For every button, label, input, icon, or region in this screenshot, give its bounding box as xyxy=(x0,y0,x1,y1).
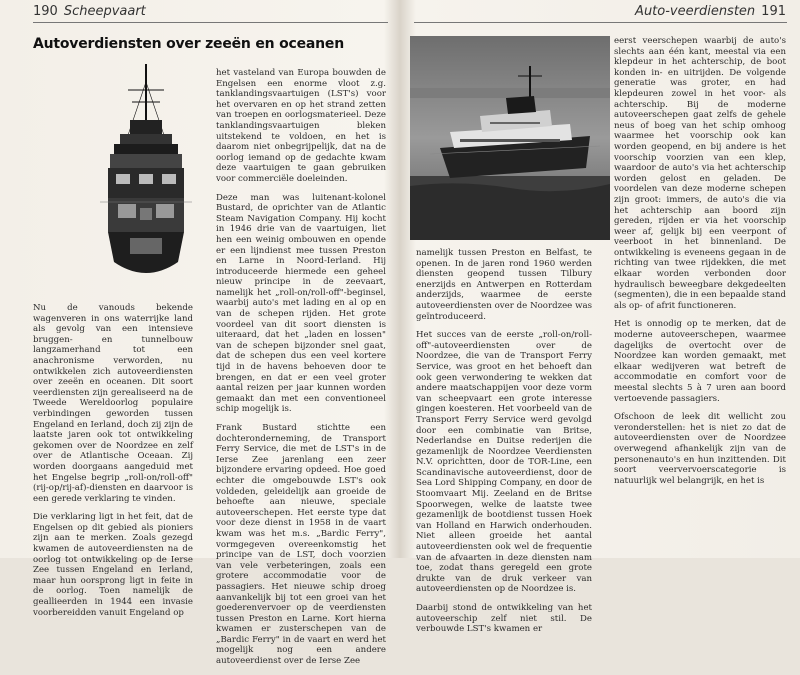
article-title: Autoverdiensten over zeeën en oceanen xyxy=(33,36,344,52)
left-column-1 xyxy=(33,303,193,626)
left-header-rule xyxy=(33,22,388,23)
left-running-head: Scheepvaart xyxy=(63,4,146,19)
paragraph: Frank Bustard stichtte een dochteronderneming, de Transport Ferry Service, die met de LST's in de Ierse Zee jarenlang een zeer bijzondere ervaring opdeed. Hoe goed echter die omgebouwde LST's ook voldeden, geleidelijk aan groeide de behoefte aan nieuwe, speciale autoveerschepen. Het eerste type dat voor deze dienst in 1958 in de vaart kwam was het m.s. „Bardic Ferry", vormgegeven overeenkomstig het principe van de LST, doch voorzien van vele verbeteringen, zoals een grotere accommodatie voor de passagiers. Het nieuwe schip droeg aanvankelijk bij tot een groei van het goederenvervoer op de veerdiensten tussen Preston en Larne. Kort hierna kwamen er zusterschepen van de „Bardic Ferry" in de vaart en werd het mogelijk nog een andere autoveerdienst over de Ierse Zee xyxy=(216,423,386,667)
left-column-2 xyxy=(216,68,386,675)
left-page-number: 190 xyxy=(33,4,58,19)
right-column-2 xyxy=(614,36,786,494)
paragraph: eerst veerschepen waarbij de auto's slechts aan één kant, meestal via een klepdeur in het achterschip, de boot konden in- en uitrijden. De volgende generatie was groter, en had klepdeuren zowel in het voor- als achterschip. Bij de moderne autoveerschepen gaat zelfs de gehele neus of boeg van het schip omhoog waarmee het voorschip ook kan worden geopend, en bij andere is het voorschip voorzien van een klep, waardoor de auto's via het achterschip worden gelost en geladen. De voordelen van deze moderne schepen zijn groot: immers, de auto's die via het achterschip aan boord zijn gereden, rijden er via het voorschip weer af, gelijk bij een veerpont of veerboot in het binnenland. De ontwikkeling is eveneens gegaan in de richting van twee rijdekken, die met elkaar worden verbonden door hydraulisch beweegbare dekgedeelten (segmenten), die in een bepaalde stand als op- of afrit functioneren. xyxy=(614,36,786,311)
right-column-1 xyxy=(416,248,592,643)
right-running-header xyxy=(635,4,786,19)
paragraph: het vasteland van Europa bouwden de Engelsen een enorme vloot z.g. tanklandingsvaartuigen (LST's) voor het overvaren en op het strand zetten van troepen en oorlogsmaterieel. Deze tanklandingsvaartuigen bleken uitstekend te voldoen, en het is daarom niet onbegrijpelijk, dat na de oorlog iemand op de gedachte kwam deze vaartuigen te gaan gebruiken voor commerciële doeleinden. xyxy=(216,68,386,184)
paragraph: Het succes van de eerste „roll-on/roll-off"-autoveerdiensten over de Noordzee, die van de Transport Ferry Service, was groot en het behoeft dan ook geen verwondering te wekken dat andere maatschappijen voor deze vorm van scheepvaart een grote interesse gingen koesteren. Het voorbeeld van de Transport Ferry Service werd gevolgd door een combinatie van Britse, Nederlandse en Duitse rederijen die gezamenlijk de Noordzee Veerdiensten N.V. oprichtten, door de TOR-Line, een Scandinavische autoveerdienst, door de Sea Lord Shipping Company, en door de Stoomvaart Mij. Zeeland en de Britse Spoorwegen, welke de laatste twee gezamenlijk de bootdienst tussen Hoek van Holland en Harwich onderhouden. Niet alleen groeide het aantal autoveerdiensten ook wel de frequentie van de afvaarten in deze diensten nam toe, zodat thans geregeld een grote drukte van de druk verkeer van autoveerdiensten op de Noordzee is. xyxy=(416,330,592,595)
right-header-rule xyxy=(414,22,787,23)
paragraph: Ofschoon de leek dit wellicht zou veronderstellen: het is niet zo dat de autoveerdiensten over de Noordzee overwegend afhankelijk zijn van de personenauto's en hun inzittenden. Dit soort veervervoerscategorie is natuurlijk wel belangrijk, en het is xyxy=(614,412,786,486)
left-running-header xyxy=(33,4,146,19)
paragraph: Daarbij stond de ontwikkeling van het autoveerschip zelf niet stil. De verbouwde LST's kwamen er xyxy=(416,603,592,635)
right-running-head: Auto-veerdiensten xyxy=(635,4,756,19)
left-page xyxy=(0,0,398,667)
paragraph: Die verklaring ligt in het feit, dat de Engelsen op dit gebied als pioniers zijn aan te merken. Zoals gezegd kwamen de autoveerdiensten na de oorlog tot ontwikkeling op de Ierse Zee tussen Engeland en Ierland, maar hun oorsprong ligt in feite in de oorlog. Toen namelijk de geallieerden in 1944 een invasie voorbereidden vanuit Engeland op xyxy=(33,512,193,618)
paragraph: namelijk tussen Preston en Belfast, te openen. In de jaren rond 1960 werden diensten geopend tussen Tilbury enerzijds en Antwerpen en Rotterdam anderzijds, waarmee de eerste autoveerdiensten over de Noordzee was geïntroduceerd. xyxy=(416,248,592,322)
paragraph: Het is onnodig op te merken, dat de moderne autoveerschepen, waarmee dagelijks de overtocht over de Noordzee kan worden gemaakt, met elkaar wedijveren wat betreft de accommodatie en comfort voor de meestal slechts 5 à 7 uren aan boord vertoevende passagiers. xyxy=(614,319,786,404)
paragraph: Deze man was luitenant-kolonel Bustard, de oprichter van de Atlantic Steam Navigation Company. Hij kocht in 1946 drie van de vaartuigen, liet hen een weinig ombouwen en opende er een lijndienst mee tussen Preston en Larne in Noord-Ierland. Hij introduceerde hiermede een geheel nieuw principe in de zeevaart, namelijk het „roll-on/roll-off"-beginsel, waarbij auto's met lading en al op en van de schepen rijden. Het grote voordeel van dit soort diensten is uiteraard, dat het „laden en lossen" van de schepen bijzonder snel gaat, dat de schepen dus een veel kortere tijd in de havens behoeven door te brengen, en dat er een veel groter aantal reizen per jaar kunnen worden gemaakt dan met een conventioneel schip mogelijk is. xyxy=(216,192,386,415)
ferry-ship-photograph xyxy=(410,36,610,240)
right-page-number: 191 xyxy=(761,4,786,19)
paragraph: Nu de vanouds bekende wagenveren in ons waterrijke land als gevolg van een intensieve bruggen- en tunnelbouw langzamerhand tot een anachronisme verworden, nu ontwikkelen zich autoveerdiensten over zeeën en oceanen. Dit soort veerdiensten zijn gerealiseerd na de Tweede Wereldoorlog populaire verbindingen geworden tussen Engeland en Ierland, doch zij zijn de laatste jaren ook tot ontwikkeling gekomen over de Noordzee en zelf over de Atlantische Oceaan. Zij worden doorgaans aangeduid met het Engelse begrip „roll-on/roll-off" (rij-op/rij-af)-diensten en daarvoor is een gerede verklaring te vinden. xyxy=(33,303,193,504)
ship-cross-section-illustration xyxy=(96,62,196,287)
right-page xyxy=(402,0,800,635)
